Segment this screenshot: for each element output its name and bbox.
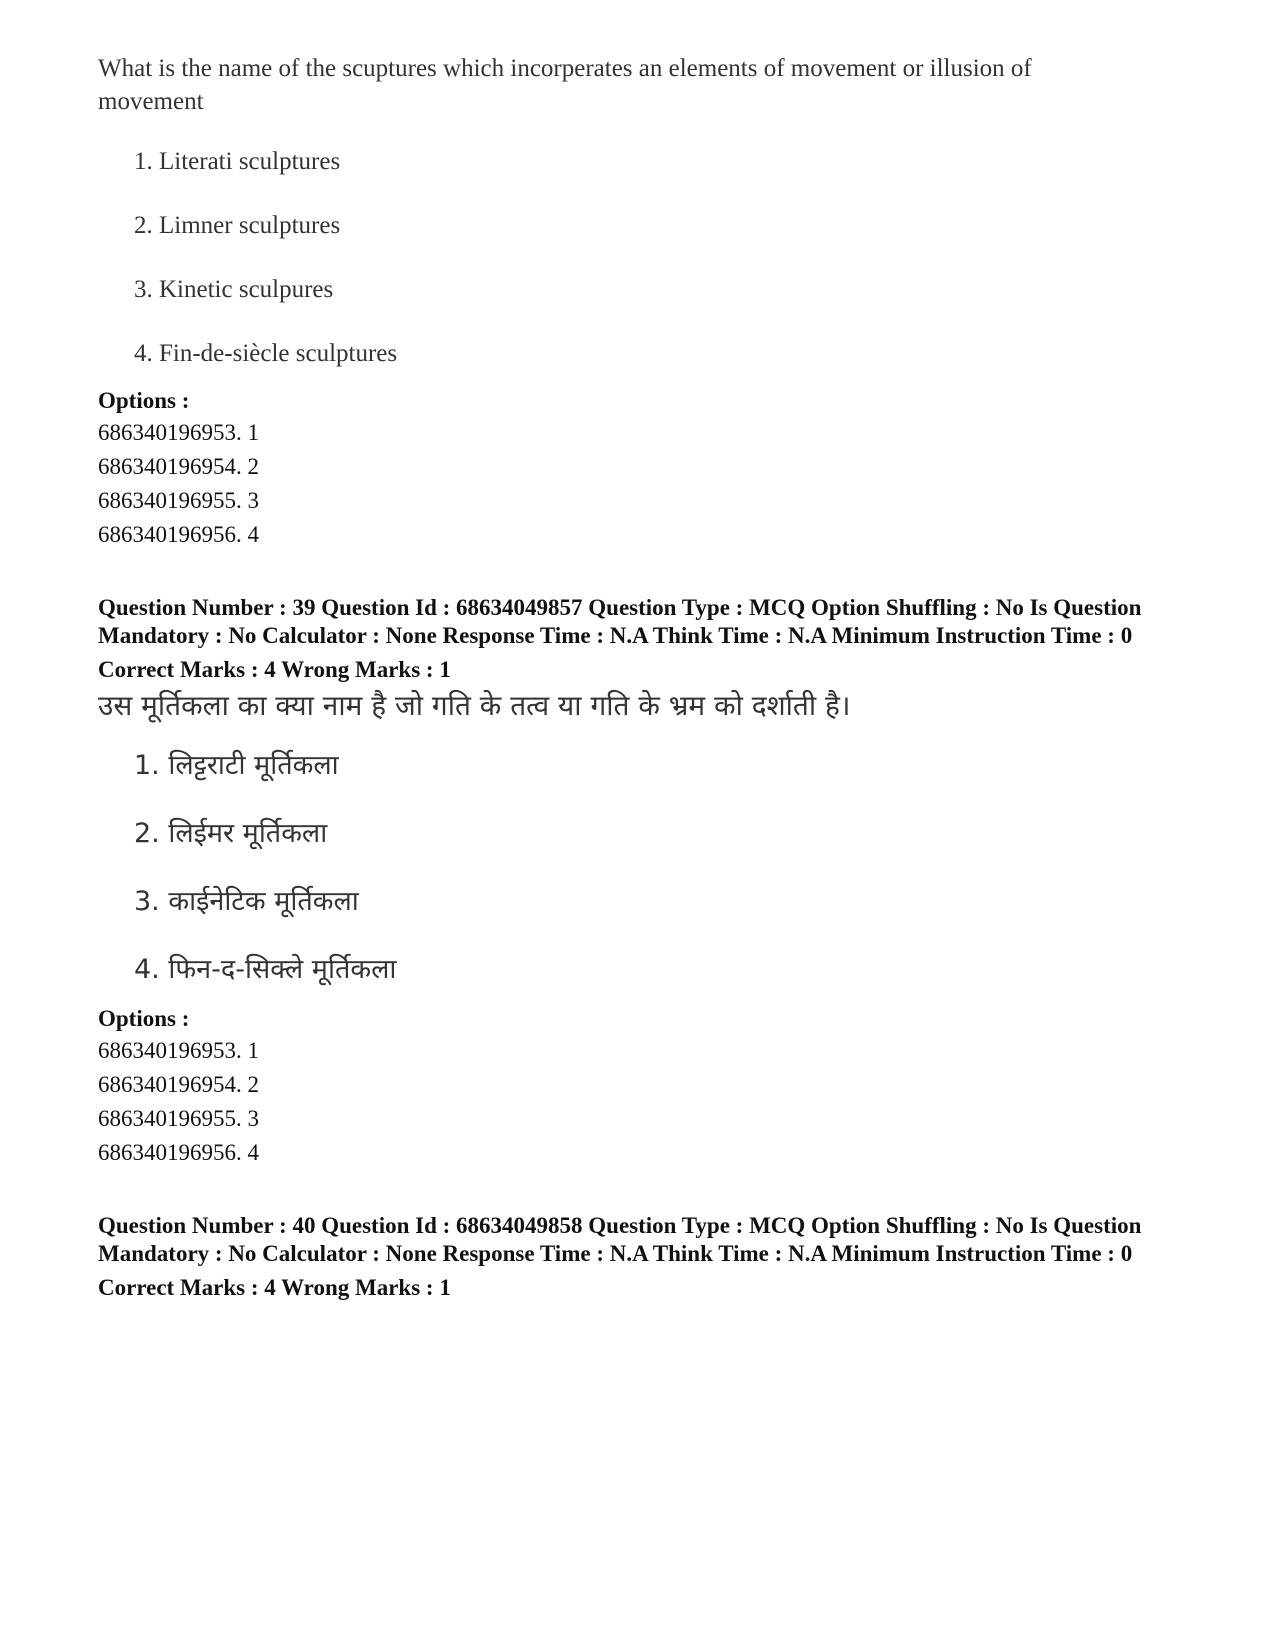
choice-item: 4. फिन-द-सिक्ले मूर्तिकला [134, 954, 397, 985]
choice-item: 2. Limner sculptures [134, 212, 341, 239]
choice-item: 4. Fin-de-siècle sculptures [134, 340, 398, 367]
question-text: What is the name of the scuptures which incorperates an elements of movement or illusion of movement [98, 55, 1032, 115]
option-id-row: 686340196956. 4 [98, 1140, 259, 1165]
choice-item: 2. लिईमर मूर्तिकला [134, 818, 328, 849]
question-block-38 [98, 52, 1178, 552]
option-id-row: 686340196955. 3 [98, 488, 259, 513]
question-block-39 [98, 594, 1178, 1170]
option-id-row: 686340196954. 2 [98, 1072, 259, 1097]
question-block-40 [98, 1212, 1178, 1302]
option-id-row: 686340196955. 3 [98, 1106, 259, 1131]
choice-list-hindi [98, 732, 1178, 1004]
choice-item: 3. Kinetic sculpures [134, 276, 334, 303]
question-marks: Correct Marks : 4 Wrong Marks : 1 [98, 1275, 451, 1300]
choice-item: 3. काईनेटिक मूर्तिकला [134, 886, 359, 917]
option-id-row: 686340196953. 1 [98, 1038, 259, 1063]
question-paper-page [98, 52, 1178, 1302]
options-label: Options : [98, 388, 190, 413]
choice-list [98, 130, 1178, 386]
option-id-row: 686340196956. 4 [98, 522, 259, 547]
question-marks: Correct Marks : 4 Wrong Marks : 1 [98, 657, 451, 682]
choice-item: 1. लिट्टराटी मूर्तिकला [134, 750, 339, 781]
choice-item: 1. Literati sculptures [134, 148, 341, 175]
options-label: Options : [98, 1006, 190, 1031]
question-text-hindi: उस मूर्तिकला का क्या नाम है जो गति के तत्व या गति के भ्रम को दर्शाती है। [98, 689, 851, 722]
option-id-row: 686340196953. 1 [98, 420, 259, 445]
option-id-row: 686340196954. 2 [98, 454, 259, 479]
question-meta: Question Number : 40 Question Id : 68634049858 Question Type : MCQ Option Shuffling : No Is Question Mandatory : No Calculator : None Response Time : N.A Think Time : N.A Minimum Instruction Time : 0 [98, 1213, 1142, 1266]
question-meta: Question Number : 39 Question Id : 68634049857 Question Type : MCQ Option Shuffling : No Is Question Mandatory : No Calculator : None Response Time : N.A Think Time : N.A Minimum Instruction Time : 0 [98, 595, 1142, 648]
